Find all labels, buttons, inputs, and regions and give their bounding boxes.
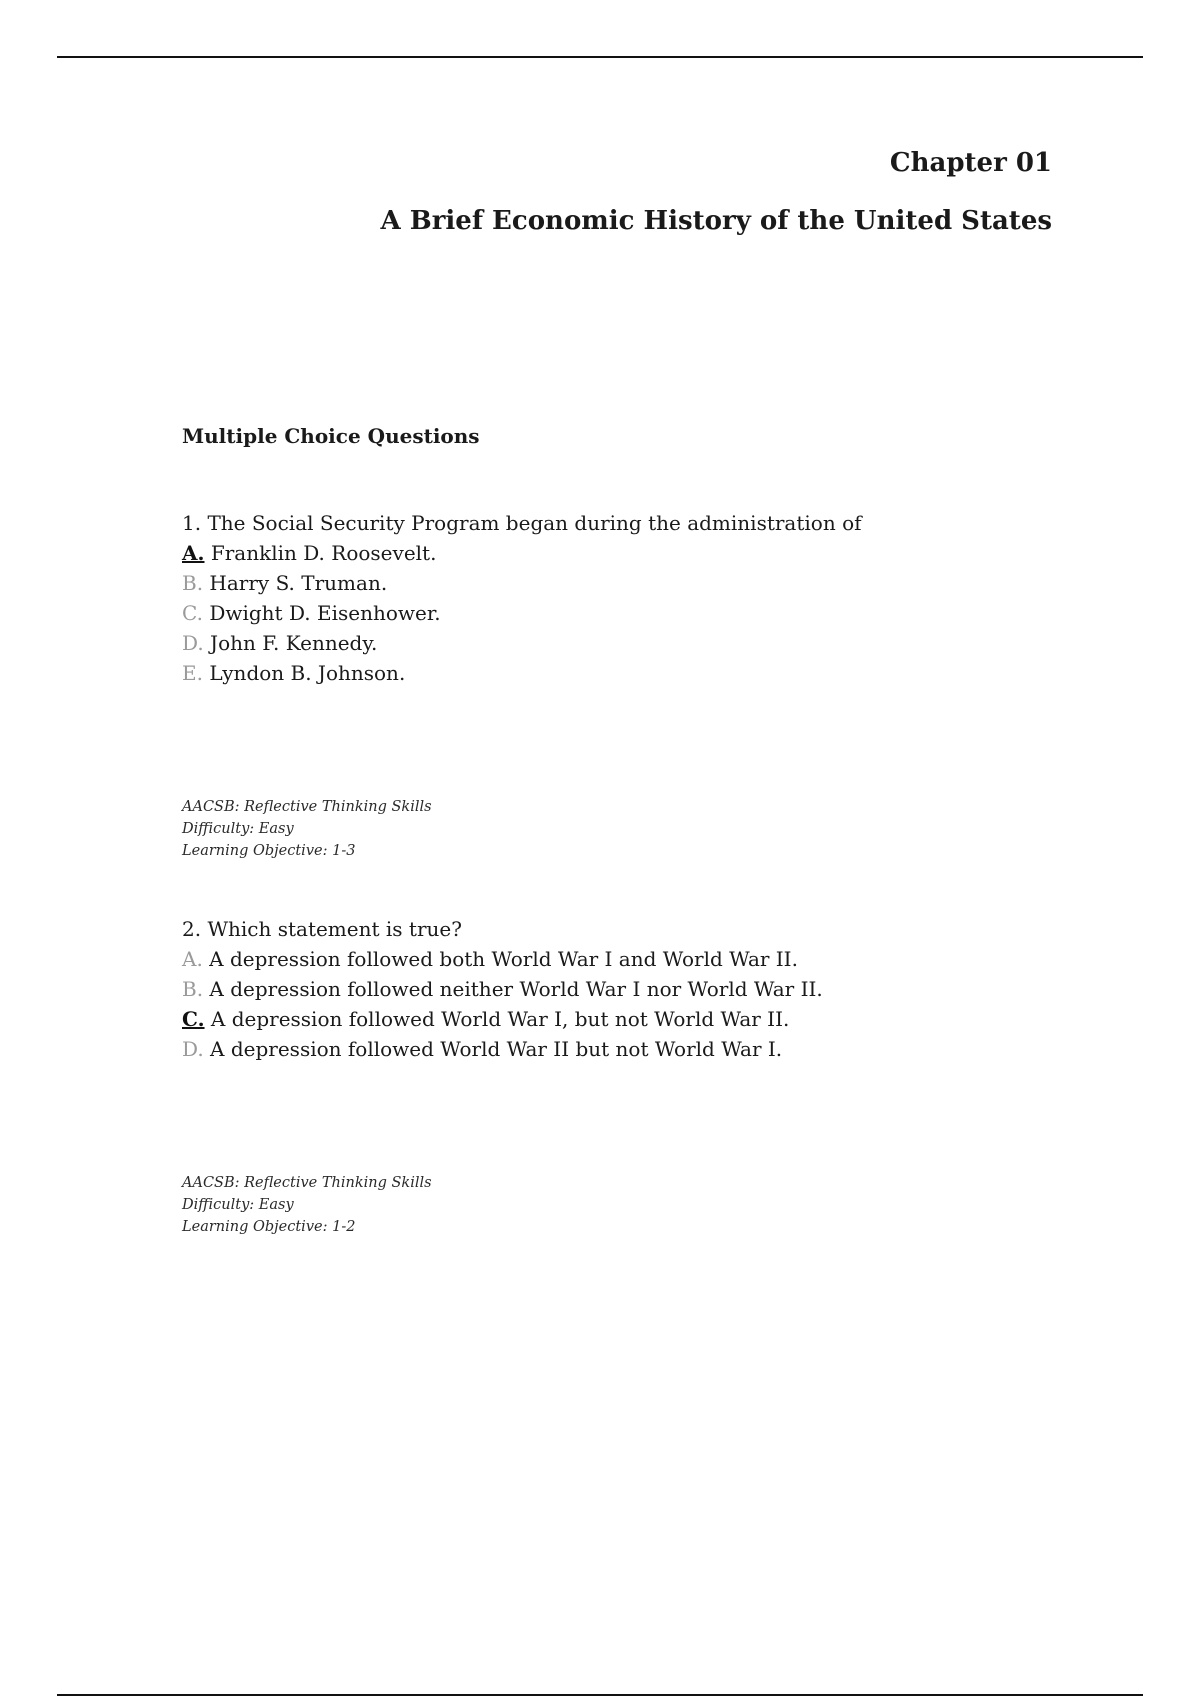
question-1: [182, 508, 1062, 862]
option-text: Franklin D. Roosevelt.: [210, 541, 437, 565]
option-c: [182, 1004, 1062, 1034]
meta-difficulty: Difficulty: Easy: [182, 1197, 294, 1213]
bottom-rule: [57, 1694, 1143, 1696]
option-text: A depression followed neither World War I nor World War II.: [209, 977, 823, 1001]
option-text: A depression followed World War II but not World War I.: [210, 1037, 783, 1061]
question-stem: 2. Which statement is true?: [182, 917, 462, 941]
option-letter: B.: [182, 977, 204, 1001]
chapter-title: A Brief Economic History of the United States: [380, 206, 1052, 236]
option-b: [182, 568, 1062, 598]
section-title: Multiple Choice Questions: [182, 424, 480, 448]
option-letter: E.: [182, 661, 203, 685]
option-text: Harry S. Truman.: [209, 571, 388, 595]
option-d: [182, 628, 1062, 658]
meta-difficulty: Difficulty: Easy: [182, 821, 294, 837]
meta-learning-objective: Learning Objective: 1-2: [182, 1219, 356, 1235]
option-letter: A.: [182, 947, 203, 971]
top-rule: [57, 56, 1143, 58]
option-c: [182, 598, 1062, 628]
option-a: [182, 538, 1062, 568]
option-text: John F. Kennedy.: [210, 631, 378, 655]
question-2: [182, 914, 1062, 1238]
option-letter: D.: [182, 1037, 204, 1061]
document-content: [182, 422, 1062, 1238]
chapter-heading: [381, 146, 1053, 238]
option-letter: C.: [182, 1007, 205, 1031]
meta-aacsb: AACSB: Reflective Thinking Skills: [182, 1175, 432, 1191]
question-meta: [182, 1172, 1062, 1238]
option-b: [182, 974, 1062, 1004]
option-letter: B.: [182, 571, 204, 595]
option-a: [182, 944, 1062, 974]
chapter-number: Chapter 01: [889, 148, 1052, 178]
option-text: Dwight D. Eisenhower.: [209, 601, 441, 625]
option-letter: C.: [182, 601, 203, 625]
option-e: [182, 658, 1062, 688]
question-meta: [182, 796, 1062, 862]
option-letter: D.: [182, 631, 204, 655]
option-text: Lyndon B. Johnson.: [209, 661, 406, 685]
option-text: A depression followed both World War I and World War II.: [209, 947, 798, 971]
option-letter: A.: [182, 541, 205, 565]
option-d: [182, 1034, 1062, 1064]
question-stem: 1. The Social Security Program began during the administration of: [182, 511, 862, 535]
option-text: A depression followed World War I, but not World War II.: [210, 1007, 790, 1031]
meta-aacsb: AACSB: Reflective Thinking Skills: [182, 799, 432, 815]
meta-learning-objective: Learning Objective: 1-3: [182, 843, 356, 859]
